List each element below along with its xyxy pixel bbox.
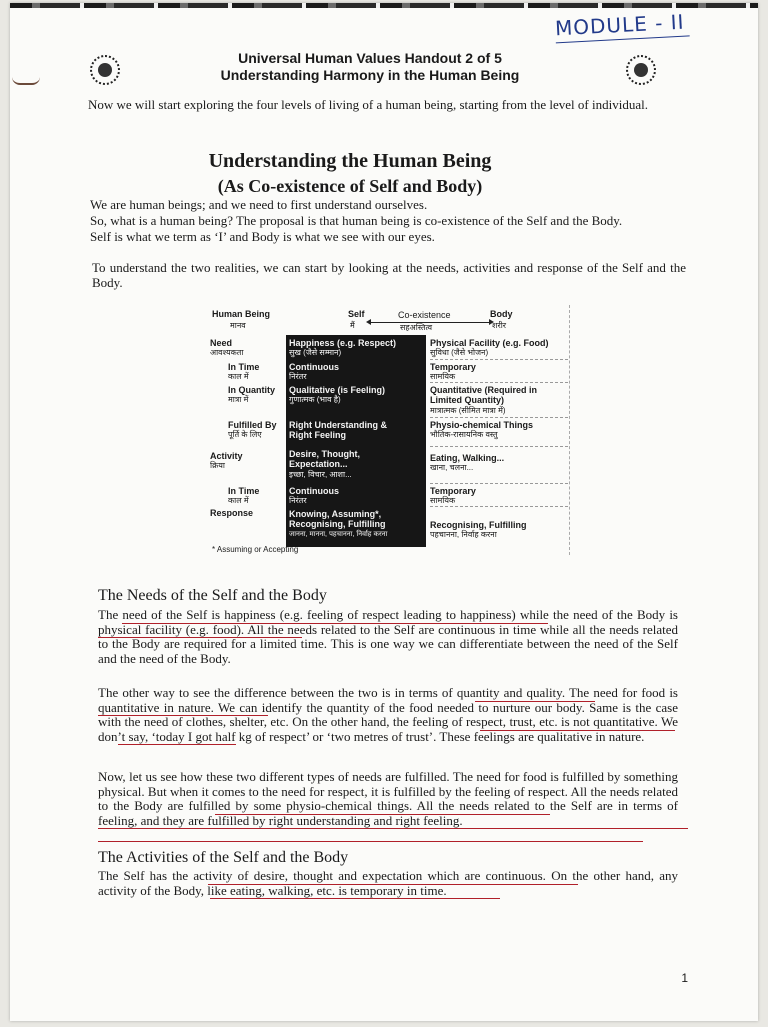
body-need-time: Temporary [430, 362, 476, 372]
col-human-being: Human Being [212, 309, 271, 319]
col-self: Self [348, 309, 365, 319]
pen-underline [118, 744, 236, 745]
body-fulfilled-by: Physio-chemical Things [430, 420, 534, 430]
right-logo-icon [626, 55, 656, 85]
self-need-time: Continuous [289, 362, 339, 372]
margin-pen-mark [12, 73, 40, 85]
page-title: Understanding the Human Being [208, 150, 492, 172]
paragraph-2: To understand the two realities, we can start by looking at the needs, activities and response of the Self and the Body. [92, 260, 686, 290]
col-body: Body [490, 309, 513, 319]
page-subtitle: (As Co-existence of Self and Body) [217, 176, 483, 196]
pen-underline [475, 701, 595, 702]
self-response: Knowing, Assuming*, [289, 509, 382, 519]
paragraph-1-line-2: So, what is a human being? The proposal is that human being is co-existence of the Self and the Body. [90, 213, 623, 228]
pen-underline [98, 637, 302, 638]
row-need: Need [210, 338, 233, 348]
pen-underline [98, 841, 643, 842]
coexistence-label: Co-existence [398, 310, 451, 320]
self-need-quantity: Qualitative (is Feeling) [289, 385, 386, 395]
activities-paragraph-1: The Self has the activity of desire, thought and expectation which are continuous. On the other hand, any activity of the Body, like eating, walking, etc. is temporary in time. [98, 868, 678, 898]
body-need-quantity: Quantitative (Required in [430, 385, 538, 395]
body-response: Recognising, Fulfilling [430, 520, 527, 530]
header-line-2: Understanding Harmony in the Human Being [220, 67, 520, 83]
self-activity: Desire, Thought, [289, 449, 361, 459]
pen-underline [480, 730, 675, 731]
pen-underline [210, 898, 500, 899]
needs-paragraph-3: Now, let us see how these two different types of needs are fulfilled. The need for food is fulfilled by something physical. But when it comes to the need for respect, it is fulfilled by the feeling of respect. All the needs related to the Body are fulfilled by some physio-chemical things. All the needs related to the Self are in terms of feeling, and they are fulfilled by right understanding and right feeling. [98, 769, 678, 828]
row-in-quantity: In Quantity [228, 385, 275, 395]
intro-paragraph: Now we will start exploring the four levels of living of a human being, starting from the level of individual. [88, 97, 648, 112]
needs-paragraph-2: The other way to see the difference between the two is in terms of quantity and quality. The need for food is quantitative in nature. We can identify the quantity of the food needed to nurture our body. Same is the case with the need of clothes, shelter, etc. On the other hand, the feeling of respect, trust, etc. is not quantitative. We don’t say, ‘today I got half kg of respect’ or ‘two metres of trust’. These feelings are qualitative in nature. [98, 685, 678, 744]
document-page [10, 3, 758, 1021]
self-body-comparison-figure: Human Being मानव Self मैं Co-existence सहअस्तित्व Body शरीर Need आवश्यकता In Time काल में In Quantity मात्रा में Fulfilled By पूर्ति के लिए Activity क्रिया In Time काल में Response Happiness (e.g. Respect) सुख (जैसे सम्मान) Continuous निरंतर Qualitative (is Feeling) गुणात्मक (भाव है) Right Understanding & Right Feeling Desire, Thought, Expectation... इच्छा, विचार, आशा... Continuous निरंतर Knowing, Assuming*, Recognising, Fulfilling जानना, मानना, पहचानना, निर्वाह करना Physical Facility (e.g. Food) सुविधा (जैसे भोजन) Temporary सामयिक Quantitative (Required in Limited Quantity) मात्रात्मक (सीमित मात्रा में) Physio-chemical Things भौतिक-रासायनिक वस्तु Eating, Walking... खाना, चलना... Temporary सामयिक Recognising, Fulfilling पहचानना, निर्वाह करना * Assuming or Accepting [200, 305, 580, 567]
self-fulfilled-by: Right Understanding & [289, 420, 387, 430]
self-activity-time: Continuous [289, 486, 339, 496]
row-fulfilled-by: Fulfilled By [228, 420, 277, 430]
paragraph-1-line-1: We are human beings; and we need to first understand ourselves. [90, 197, 428, 212]
figure-footnote: * Assuming or Accepting [212, 545, 299, 554]
pen-underline [98, 828, 688, 829]
section-heading-activities: The Activities of the Self and the Body [98, 849, 349, 866]
left-logo-icon [90, 55, 120, 85]
paragraph-1-line-3: Self is what we term as ‘I’ and Body is what we see with our eyes. [90, 229, 435, 244]
pen-underline [122, 623, 548, 624]
row-in-time-2: In Time [228, 486, 260, 496]
row-response: Response [210, 508, 254, 518]
body-activity: Eating, Walking... [430, 453, 505, 463]
torn-edge [10, 3, 758, 8]
body-activity-time: Temporary [430, 486, 476, 496]
self-need: Happiness (e.g. Respect) [289, 338, 397, 348]
section-heading-needs: The Needs of the Self and the Body [98, 587, 327, 604]
pen-underline [208, 884, 578, 885]
pen-underline [215, 814, 550, 815]
body-need: Physical Facility (e.g. Food) [430, 338, 549, 348]
pen-underline [98, 715, 268, 716]
page-number: 1 [681, 971, 688, 985]
header-line-1: Universal Human Values Handout 2 of 5 [238, 50, 502, 66]
handwritten-note: MODULE - II [554, 10, 685, 41]
row-in-time: In Time [228, 362, 260, 372]
needs-paragraph-1: The need of the Self is happiness (e.g. feeling of respect leading to happiness) while the need of the Body is physical facility (e.g. food). All the needs related to the Self are continuous in time while all the needs related to the Body are required for a limited time. This is one way we can differentiate between the need of the Self and the need of the Body. [98, 607, 678, 666]
row-activity: Activity [210, 451, 243, 461]
